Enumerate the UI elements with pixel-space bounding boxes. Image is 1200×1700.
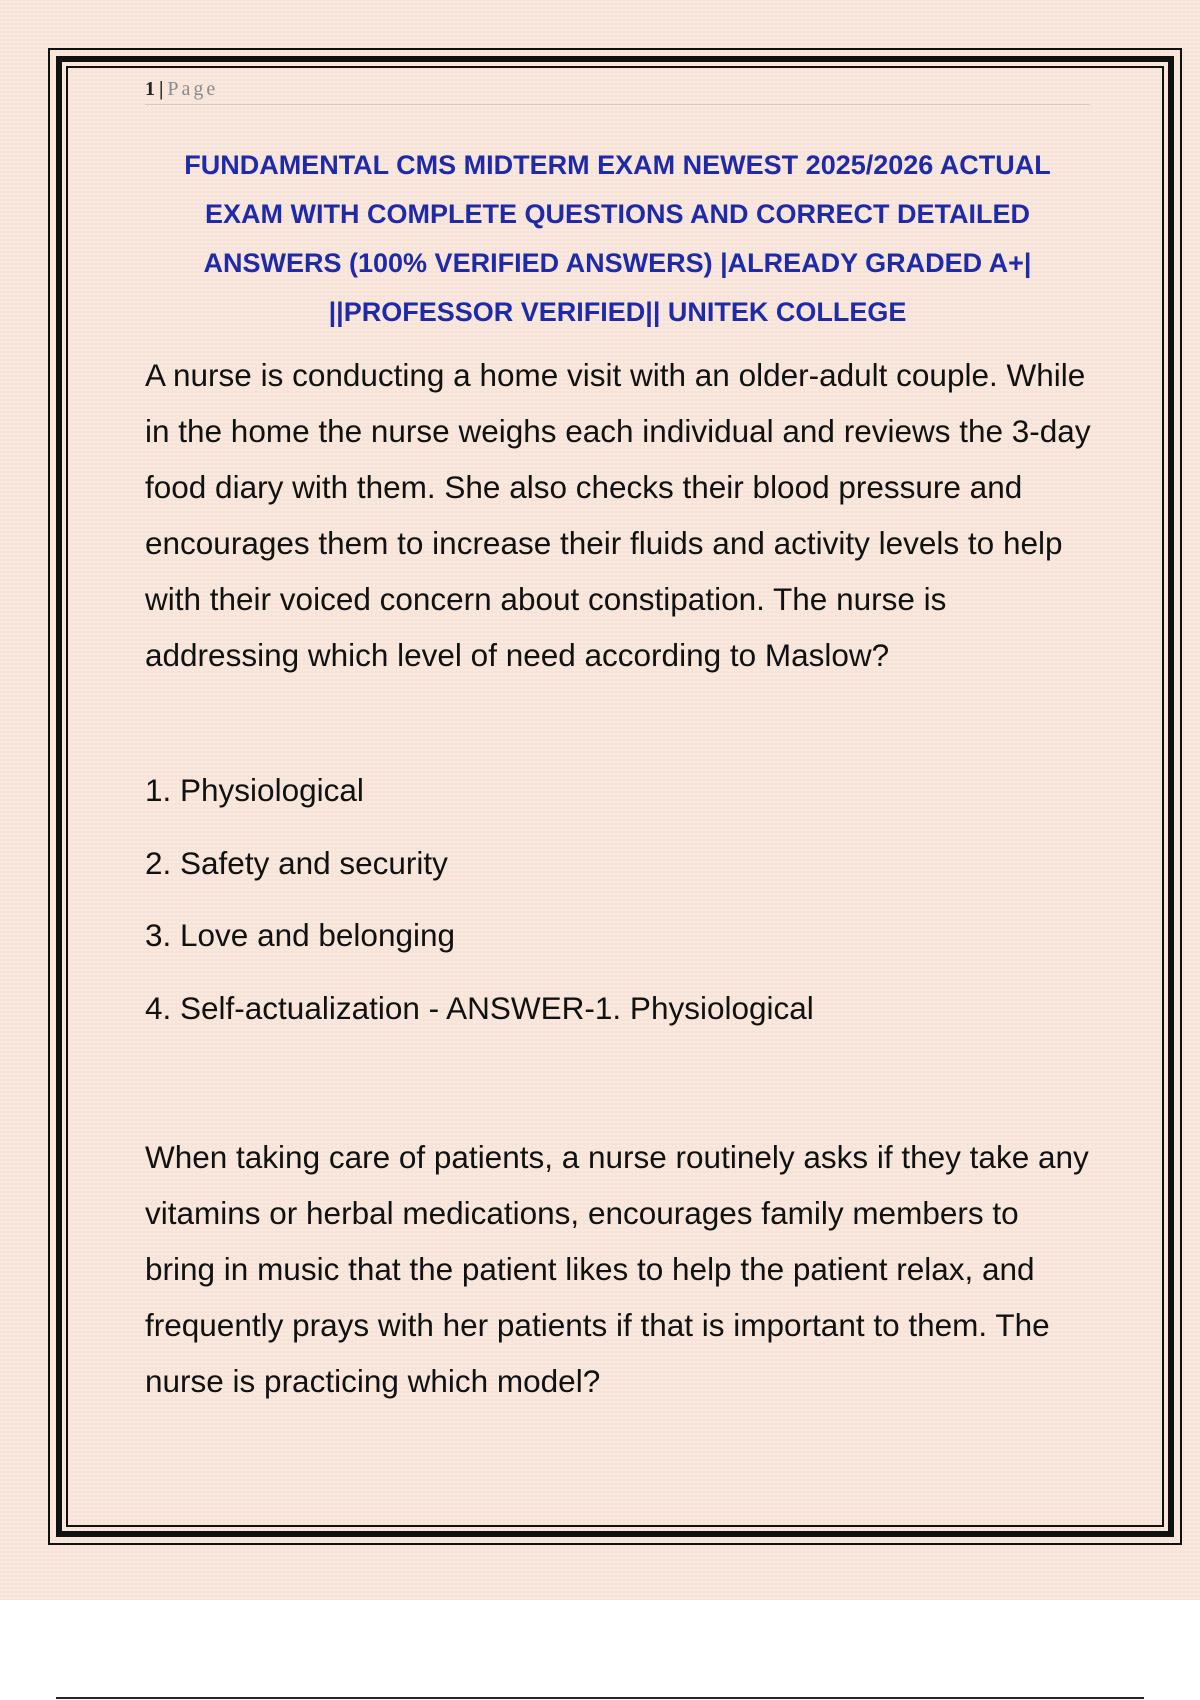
page-number: 1 [145, 78, 155, 100]
option-item: 2. Safety and security [145, 844, 448, 881]
document-title: FUNDAMENTAL CMS MIDTERM EXAM NEWEST 2025/2026 ACTUAL EXAM WITH COMPLETE QUESTIONS AND CORRECT DETAILED ANSWERS (100% VERIFIED ANSWERS) |ALREADY GRADED A+| ||PROFESSOR VERIFIED|| UNITEK COLLEGE [184, 150, 1051, 327]
page-header [145, 74, 1090, 105]
question-1-options [145, 770, 1095, 1060]
page-separator: | [159, 78, 164, 100]
question-2-text: When taking care of patients, a nurse routinely asks if they take any vitamins or herbal medications, encourages family members to bring in music that the patient likes to help the patient relax, and frequently prays with her patients if that is important to them. The nurse is practicing which model? [145, 1139, 1089, 1399]
page-label: Page [167, 78, 219, 100]
next-page-top-rule [56, 1697, 1144, 1699]
option-item: 1. Physiological [145, 772, 364, 808]
question-1-text: A nurse is conducting a home visit with an older-adult couple. While in the home the nurse weighs each individual and reviews the 3-day food diary with them. She also checks their blood pressure and encourages them to increase their fluids and activity levels to help with their voiced concern about constipation. The nurse is addressing which level of need according to Maslow? [145, 357, 1091, 673]
option-item: 3. Love and belonging [145, 917, 456, 953]
option-item-with-answer: 4. Self-actualization - ANSWER-1. Physiological [145, 989, 814, 1026]
